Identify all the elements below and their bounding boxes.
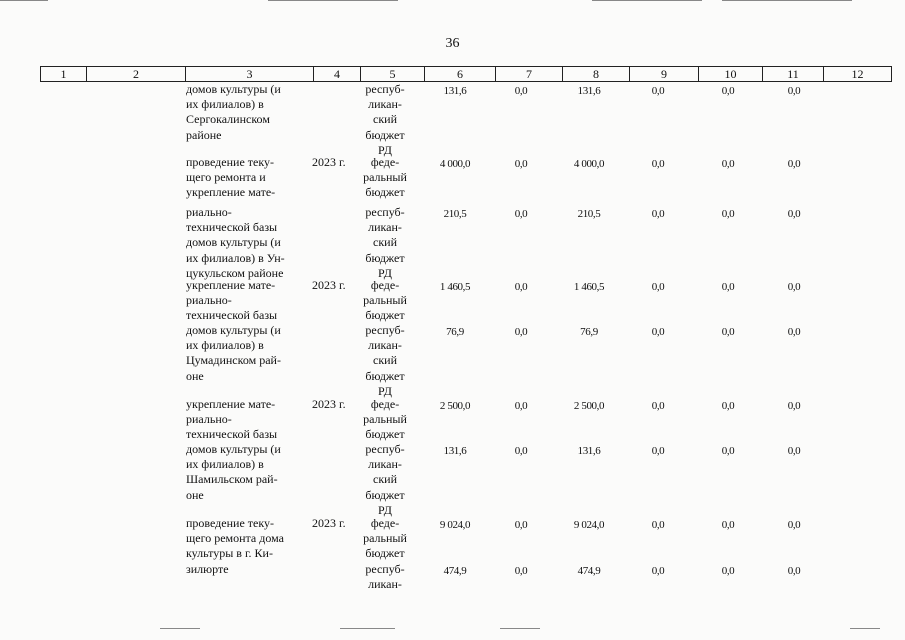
budget-source-line: ликан- bbox=[368, 97, 402, 112]
amount-cell: 0,0 bbox=[651, 400, 665, 412]
amount-cell: 0,0 bbox=[787, 519, 801, 531]
budget-source-line: ральный bbox=[363, 293, 407, 308]
budget-source-line: ский bbox=[373, 353, 397, 368]
description-line: Шамильском рай- bbox=[186, 472, 278, 487]
budget-source-line: ликан- bbox=[368, 220, 402, 235]
budget-source-line: респуб- bbox=[365, 442, 405, 456]
amount-cell: 0,0 bbox=[514, 85, 528, 97]
amount-cell: 0,0 bbox=[651, 281, 665, 293]
amount-cell: 0,0 bbox=[721, 281, 735, 293]
description-line: домов культуры (и bbox=[186, 442, 281, 456]
budget-source-line: ральный bbox=[363, 412, 407, 427]
scan-artifact-line bbox=[850, 628, 880, 629]
budget-source-line: респуб- bbox=[365, 82, 405, 96]
scan-artifact-line bbox=[592, 0, 702, 1]
amount-cell: 0,0 bbox=[787, 326, 801, 338]
amount-cell: 0,0 bbox=[787, 445, 801, 457]
amount-cell: 4 000,0 bbox=[439, 158, 471, 170]
description-line: зилюрте bbox=[186, 562, 229, 576]
budget-source-line: ликан- bbox=[368, 338, 402, 353]
amount-cell: 0,0 bbox=[721, 208, 735, 220]
budget-source-line: РД bbox=[378, 142, 392, 157]
description-line: щего ремонта дома bbox=[186, 531, 284, 546]
description-line: технической базы bbox=[186, 220, 278, 235]
description-line: оне bbox=[186, 487, 204, 502]
description-line: цукульском районе bbox=[186, 265, 284, 280]
amount-cell: 131,6 bbox=[577, 445, 601, 457]
year-cell: 2023 г. bbox=[312, 155, 346, 169]
amount-cell: 131,6 bbox=[443, 85, 467, 97]
budget-source-line: бюджет bbox=[365, 546, 405, 561]
budget-source-line: бюджет bbox=[365, 368, 405, 383]
budget-source-line: бюджет bbox=[365, 127, 405, 142]
description-line: их филиалов) в bbox=[186, 338, 264, 353]
amount-cell: 210,5 bbox=[577, 208, 601, 220]
description-line: щего ремонта и bbox=[186, 170, 266, 185]
budget-source-line: ральный bbox=[363, 170, 407, 185]
budget-source-line: бюджет bbox=[365, 308, 405, 323]
description-line: проведение теку- bbox=[186, 516, 275, 530]
amount-cell: 2 500,0 bbox=[439, 400, 471, 412]
amount-cell: 0,0 bbox=[514, 281, 528, 293]
amount-cell: 0,0 bbox=[787, 85, 801, 97]
budget-source-line: феде- bbox=[370, 397, 400, 411]
amount-cell: 0,0 bbox=[787, 158, 801, 170]
budget-source-line: феде- bbox=[370, 155, 400, 169]
amount-cell: 0,0 bbox=[514, 400, 528, 412]
budget-source-line: бюджет bbox=[365, 250, 405, 265]
amount-cell: 0,0 bbox=[514, 326, 528, 338]
amount-cell: 0,0 bbox=[651, 445, 665, 457]
column-header: 7 bbox=[495, 67, 562, 81]
amount-cell: 0,0 bbox=[514, 208, 528, 220]
budget-source-line: ральный bbox=[363, 531, 407, 546]
description-line: районе bbox=[186, 127, 222, 142]
description-line: технической базы bbox=[186, 427, 278, 442]
amount-cell: 0,0 bbox=[651, 85, 665, 97]
amount-cell: 474,9 bbox=[443, 565, 467, 577]
column-header: 9 bbox=[629, 67, 698, 81]
column-header: 1 bbox=[60, 67, 67, 81]
description-line: риально- bbox=[186, 412, 232, 427]
budget-source-line: ский bbox=[373, 235, 397, 250]
description-line: проведение теку- bbox=[186, 155, 275, 169]
description-line: укрепление мате- bbox=[186, 397, 276, 411]
amount-cell: 474,9 bbox=[577, 565, 601, 577]
budget-source-line: бюджет bbox=[365, 427, 405, 442]
description-line: риально- bbox=[186, 205, 232, 219]
budget-source-line: ский bbox=[373, 112, 397, 127]
amount-cell: 0,0 bbox=[787, 281, 801, 293]
amount-cell: 2 500,0 bbox=[573, 400, 605, 412]
amount-cell: 0,0 bbox=[651, 158, 665, 170]
budget-source-line: феде- bbox=[370, 516, 400, 530]
amount-cell: 76,9 bbox=[580, 326, 598, 338]
amount-cell: 0,0 bbox=[651, 326, 665, 338]
description-line: укрепление мате- bbox=[186, 278, 276, 292]
scan-artifact-line bbox=[722, 0, 852, 1]
amount-cell: 0,0 bbox=[514, 158, 528, 170]
amount-cell: 0,0 bbox=[514, 519, 528, 531]
amount-cell: 0,0 bbox=[721, 326, 735, 338]
amount-cell: 0,0 bbox=[721, 519, 735, 531]
amount-cell: 210,5 bbox=[443, 208, 467, 220]
amount-cell: 0,0 bbox=[651, 565, 665, 577]
amount-cell: 0,0 bbox=[721, 445, 735, 457]
budget-source-line: респуб- bbox=[365, 323, 405, 337]
scan-artifact-line bbox=[0, 0, 48, 1]
column-header: 6 bbox=[424, 67, 495, 81]
description-line: оне bbox=[186, 368, 204, 383]
budget-source-line: феде- bbox=[370, 278, 400, 292]
description-line: домов культуры (и bbox=[186, 82, 281, 96]
scan-artifact-line bbox=[340, 628, 395, 629]
description-line: их филиалов) в Ун- bbox=[186, 250, 285, 265]
amount-cell: 0,0 bbox=[787, 208, 801, 220]
year-cell: 2023 г. bbox=[312, 278, 346, 292]
description-line: культуры в г. Ки- bbox=[186, 546, 273, 561]
scan-artifact-line bbox=[500, 628, 540, 629]
description-line: риально- bbox=[186, 293, 232, 308]
column-header: 12 bbox=[823, 67, 891, 81]
amount-cell: 0,0 bbox=[721, 85, 735, 97]
year-cell: 2023 г. bbox=[312, 516, 346, 530]
column-header: 2 bbox=[86, 67, 185, 81]
page-number: 36 bbox=[445, 36, 460, 51]
column-header: 10 bbox=[698, 67, 762, 81]
amount-cell: 131,6 bbox=[577, 85, 601, 97]
description-line: их филиалов) в bbox=[186, 97, 264, 112]
budget-source-line: бюджет bbox=[365, 487, 405, 502]
column-header: 11 bbox=[762, 67, 823, 81]
budget-source-line: бюджет bbox=[365, 185, 405, 200]
column-header: 4 bbox=[313, 67, 360, 81]
column-header: 3 bbox=[185, 67, 313, 81]
amount-cell: 131,6 bbox=[443, 445, 467, 457]
budget-source-line: РД bbox=[378, 265, 392, 280]
budget-source-line: РД bbox=[378, 383, 392, 398]
description-line: домов культуры (и bbox=[186, 323, 281, 337]
description-line: домов культуры (и bbox=[186, 235, 281, 250]
column-header: 5 bbox=[360, 67, 424, 81]
amount-cell: 0,0 bbox=[514, 565, 528, 577]
amount-cell: 0,0 bbox=[651, 208, 665, 220]
amount-cell: 76,9 bbox=[446, 326, 464, 338]
amount-cell: 4 000,0 bbox=[573, 158, 605, 170]
description-line: Сергокалинском bbox=[186, 112, 270, 127]
budget-source-line: ликан- bbox=[368, 457, 402, 472]
year-cell: 2023 г. bbox=[312, 397, 346, 411]
budget-source-line: респуб- bbox=[365, 562, 405, 576]
amount-cell: 0,0 bbox=[514, 445, 528, 457]
amount-cell: 0,0 bbox=[721, 400, 735, 412]
amount-cell: 9 024,0 bbox=[573, 519, 605, 531]
amount-cell: 1 460,5 bbox=[573, 281, 605, 293]
amount-cell: 9 024,0 bbox=[439, 519, 471, 531]
budget-source-line: ликан- bbox=[368, 577, 402, 592]
amount-cell: 0,0 bbox=[787, 565, 801, 577]
amount-cell: 0,0 bbox=[721, 565, 735, 577]
budget-source-line: респуб- bbox=[365, 205, 405, 219]
description-line: укрепление мате- bbox=[186, 185, 276, 200]
scan-artifact-line bbox=[268, 0, 398, 1]
table-header bbox=[40, 66, 892, 82]
description-line: технической базы bbox=[186, 308, 278, 323]
budget-source-line: РД bbox=[378, 502, 392, 517]
description-line: Цумадинском рай- bbox=[186, 353, 281, 368]
column-header: 8 bbox=[562, 67, 629, 81]
scan-artifact-line bbox=[160, 628, 200, 629]
description-line: их филиалов) в bbox=[186, 457, 264, 472]
amount-cell: 1 460,5 bbox=[439, 281, 471, 293]
amount-cell: 0,0 bbox=[651, 519, 665, 531]
amount-cell: 0,0 bbox=[721, 158, 735, 170]
budget-source-line: ский bbox=[373, 472, 397, 487]
amount-cell: 0,0 bbox=[787, 400, 801, 412]
